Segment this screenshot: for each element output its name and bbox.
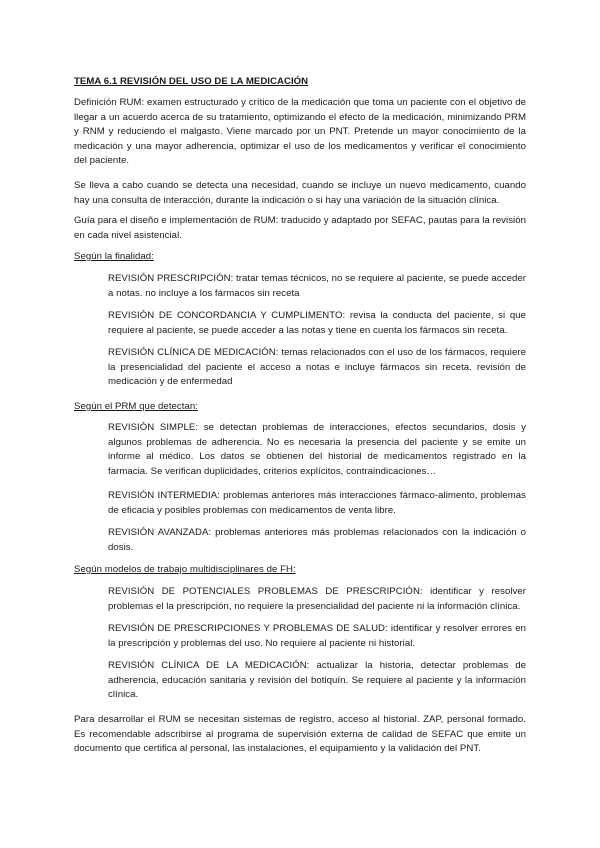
list-item: REVISIÓN AVANZADA: problemas anteriores más problemas relacionados con la indicación o dosis.: [108, 527, 526, 553]
list-item: REVISIÓN DE CONCORDANCIA Y CUMPLIMENTO: revisa la conducta del paciente, si que requiere al paciente, se puede acceder a las notas y tiene en cuenta los fármacos sin receta.: [108, 310, 526, 336]
list-item: REVISIÓN CLÍNICA DE LA MEDICACIÓN: actualizar la historia, detectar problemas de adherencia, educación sanitaria y revisión del botiquín. Se requiere al paciente y la información clínica.: [108, 660, 526, 701]
section-heading-prm: Según el PRM que detectan:: [74, 401, 198, 412]
section-heading-fh: Según modelos de trabajo multidisciplinares de FH:: [74, 564, 296, 575]
page-title: TEMA 6.1 REVISIÓN DEL USO DE LA MEDICACIÓN: [74, 76, 309, 87]
list-item: REVISIÓN INTERMEDIA: problemas anteriores más interacciones fármaco-alimento, problemas de eficacia y posibles problemas con medicamentos de venta libre.: [108, 490, 526, 516]
list-item: REVISIÓN SIMPLE: se detectan problemas de interacciones, efectos secundarios, dosis y algunos problemas de adherencia. No es necesaria la presencia del paciente y se emite un informe al médico. Los datos se obtienen del historial de medicamentos registrado en la farmacia. Se verifican duplicidades, criterios explícitos, contraindicaciones…: [108, 422, 526, 477]
guide-paragraph: Guía para el diseño e implementación de RUM: traducido y adaptado por SEFAC, pautas para la revisión en cada nivel asistencial.: [74, 215, 526, 241]
list-item: REVISIÓN PRESCRIPCIÓN: tratar temas técnicos, no se requiere al paciente, se puede acceder a notas. no incluye a los fármacos sin receta: [108, 273, 526, 299]
list-item: REVISIÓN DE POTENCIALES PROBLEMAS DE PRESCRIPCIÓN: identificar y resolver problemas el la prescripción, no requiere la presencialidad del paciente ni la información clínica.: [108, 586, 526, 612]
when-paragraph: Se lleva a cabo cuando se detecta una necesidad, cuando se incluye un nuevo medicamento, cuando hay una consulta de interacción, durante la indicación o si hay una variación de la situación clínica.: [74, 180, 526, 206]
list-item: REVISIÓN DE PRESCRIPCIONES Y PROBLEMAS DE SALUD: identificar y resolver errores en la prescripción y problemas del uso. No requiere al paciente ni historial.: [108, 623, 526, 649]
section-heading-finalidad: Según la finalidad:: [74, 251, 154, 262]
closing-paragraph: Para desarrollar el RUM se necesitan sistemas de registro, acceso al historial. ZAP, personal formado. Es recomendable adscribirse al programa de supervisión externa de calidad de SEFAC que emite un documento que certifica al personal, las instalaciones, el equipamiento y la validación del PNT.: [74, 714, 526, 755]
list-item: REVISIÓN CLÍNICA DE MEDICACIÓN: temas relacionados con el uso de los fármacos, requiere la presencialidad del paciente el acceso a notas e incluye fármacos sin receta. revisión de medicación y de enfermedad: [108, 347, 526, 388]
definition-paragraph: Definición RUM: examen estructurado y crítico de la medicación que toma un paciente con el objetivo de llegar a un acuerdo acerca de su tratamiento, optimizando el efecto de la medicación, minimizando PRM y RNM y reduciendo el malgasto. Viene marcado por un PNT. Pretende un mayor conocimiento de la medicación y una mayor adherencia, optimizar el uso de los medicamentos y verificar el conocimiento del paciente.: [74, 97, 526, 167]
